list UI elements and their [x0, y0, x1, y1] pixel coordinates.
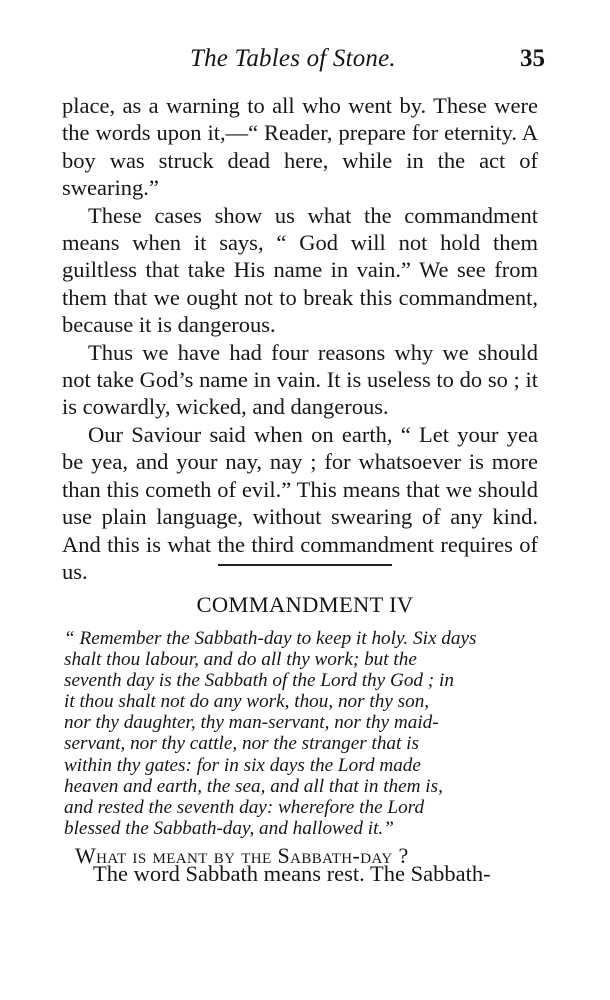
page-header — [60, 45, 545, 79]
scripture-line: and rested the seventh day: wherefore the Lord — [64, 796, 425, 818]
scripture-line: seventh day is the Sabbath of the Lord thy God ; in — [64, 670, 454, 692]
section-heading: COMMANDMENT IV — [196, 592, 414, 617]
body-text — [62, 92, 538, 585]
paragraph: place, as a warning to all who went by. These were the words upon it,—“ Reader, prepare for eternity. A boy was struck dead here, while in the act of swearing.” — [62, 93, 538, 201]
paragraph: Thus we have had four reasons why we should not take God’s name in vain. It is useless to do so ; it is cowardly, wicked, and dangerous. — [62, 339, 538, 420]
paragraph: These cases show us what the commandment means when it says, “ God will not hold them guiltless that take His name in vain.” We see from them that we ought not to break this commandment, because it is dangerous. — [62, 202, 538, 338]
scripture-line: servant, nor thy cattle, nor the stranger that is — [64, 733, 419, 755]
section-divider — [218, 564, 392, 566]
scripture-line: shalt thou labour, and do all thy work; but the — [64, 649, 417, 671]
page-number: 35 — [520, 45, 545, 72]
answer-text — [93, 860, 543, 887]
scripture-line: blessed the Sabbath-day, and hallowed it.” — [64, 817, 394, 839]
scripture-quote — [64, 628, 542, 839]
scripture-line: within thy gates: for in six days the Lord made — [64, 754, 421, 776]
running-title: The Tables of Stone. — [190, 45, 396, 72]
paragraph: Our Saviour said when on earth, “ Let your yea be yea, and your nay, nay ; for whatsoever is more than this cometh of evil.” This means that we should use plain language, without swearing of any kind. And this is what the third commandment requires of us. — [62, 421, 538, 584]
scripture-line: “ Remember the Sabbath-day to keep it holy. Six days — [64, 628, 477, 649]
scripture-line: nor thy daughter, thy man-servant, nor thy maid- — [64, 712, 439, 734]
scripture-line: heaven and earth, the sea, and all that in them is, — [64, 775, 443, 797]
scripture-line: it thou shalt not do any work, thou, nor thy son, — [64, 691, 430, 713]
question-heading: What is meant by the Sabbath-day ? — [75, 843, 409, 868]
answer-line: The word Sabbath means rest. The Sabbath- — [93, 861, 491, 886]
